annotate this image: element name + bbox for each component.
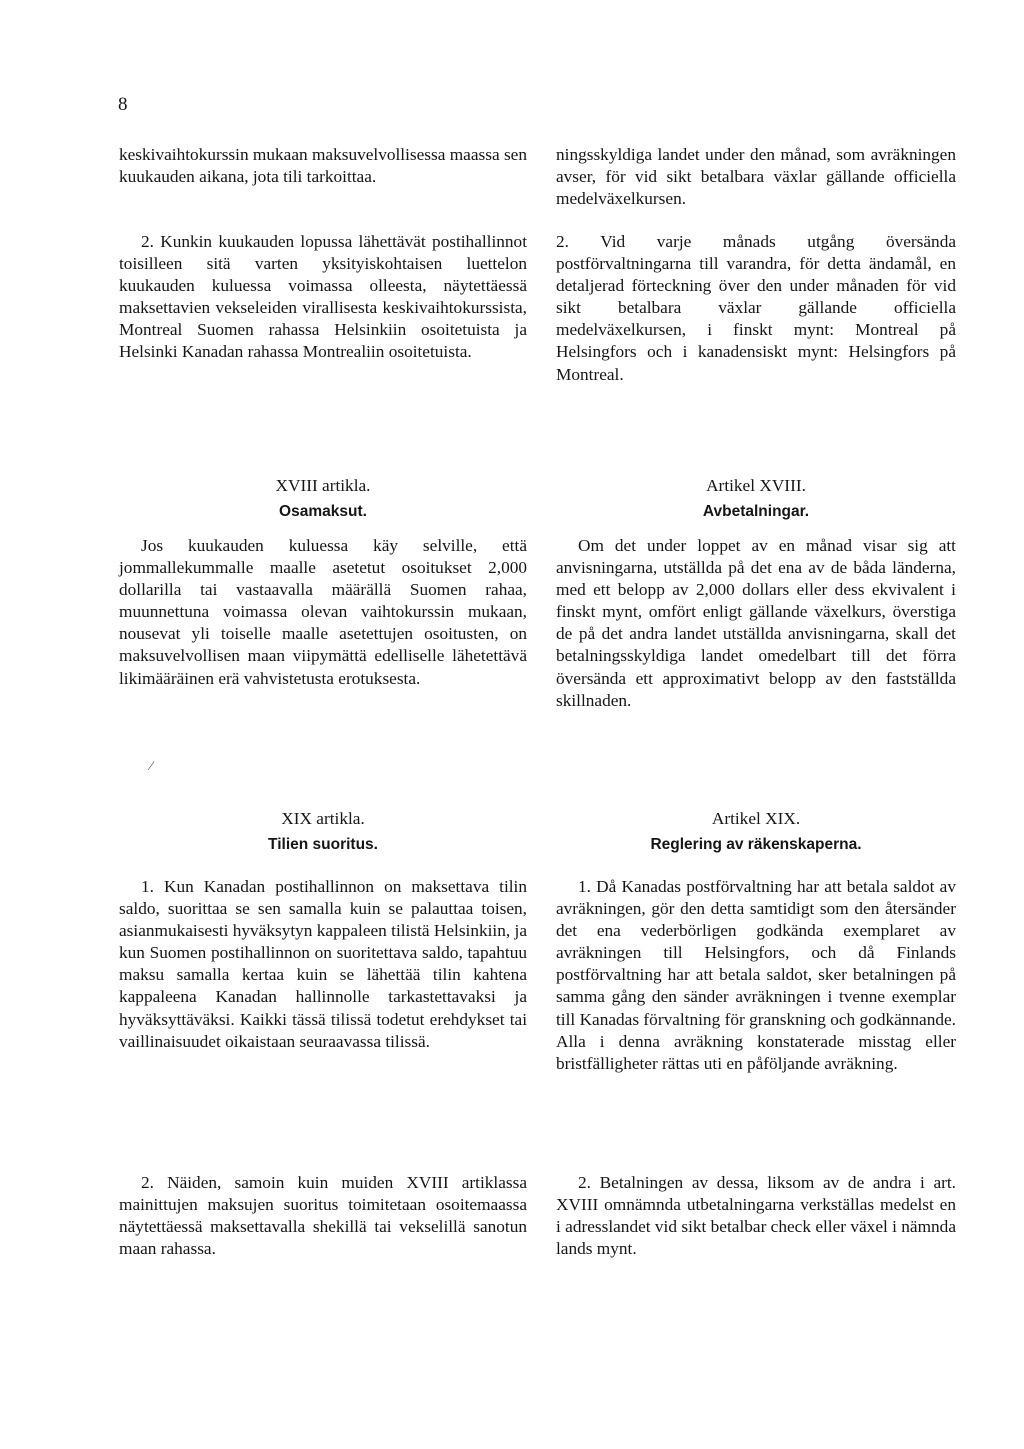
article-18-text: Jos kuukauden kuluessa käy selville, että jommallekummalle maalle asetetut osoitukset 2,000 dollarilla tai vastaavalla määrällä Suomen rahaa, muunnettuna voimassa olevan vaihtokurssin mukaan, nousevat yli toiselle maalle asetettujen osoitusten, on maksuvelvollisen maan viipymättä edelliselle lähetettävä likimääräinen erä vahvistetusta erotuksesta.: [119, 536, 527, 688]
intro-item-2: 2. Kunkin kuukauden lopussa lähettävät postihallinnot toisilleen sitä varten yksityiskohtaisen luettelon kuukauden kuluessa voimassa olleesta, näytettäessä maksettavien vekseleiden virallisesta keskivaihtokurssista, Montreal Suomen rahassa Helsinkiin osoitetuista ja Helsinki Kanadan rahassa Montrealiin osoitetuista.: [119, 232, 527, 362]
article-19-heading: [556, 808, 956, 855]
article-19-title: Tilien suoritus.: [268, 836, 378, 853]
article-18-heading: [119, 475, 527, 522]
article-19-title: Reglering av räkenskaperna.: [650, 836, 862, 853]
article-19-item-2: 2. Betalningen av dessa, liksom av de andra i art. XVIII omnämnda utbetalningarna verkställas medelst en i adresslandet vid sikt betalbar check eller växel i nämnda lands mynt.: [556, 1173, 956, 1259]
article-19-heading: [119, 808, 527, 855]
article-19-label: Artikel XIX.: [711, 809, 801, 828]
article-19-item-1: 1. Kun Kanadan postihallinnon on maksettava tilin saldo, suorittaa se sen samalla kuin se palauttaa toisen, asianmukaisesti hyväksytyn kappaleen tilistä Helsinkiin, ja kun Suomen postihallinnon on suoritettava saldo, tapahtuu maksu samalla kertaa kuin se lähettää tilin kahtena kappaleena Kanadan hallinnolle tarkastettavaksi ja hyväksyttäväksi. Kaikki tässä tilissä todetut erehdykset tai vaillinaisuudet oikaistaan seuraavassa tilissä.: [119, 877, 527, 1051]
article-18-title: Osamaksut.: [279, 503, 367, 520]
scan-mark: ⁄: [150, 758, 153, 773]
article-18-text: Om det under loppet av en månad visar sig att anvisningarna, utställda på det ena av de båda länderna, med ett belopp av 2,000 dollars eller dess ekvivalent i finskt mynt, omfört enligt gällande växelkurs, överstiga de på det andra landet utställda anvisningarna, skall det betalningsskyldiga landet omedelbart till det förra översända ett approximativt belopp av den fastställda skillnaden.: [556, 536, 956, 710]
article-19-item-1: 1. Då Kanadas postförvaltning har att betala saldot av avräkningen, gör den detta samtidigt som den återsänder det ena vederbörligen godkända exemplaret av avräkningen till Helsingfors, och då Finlands postförvaltning har att betala saldot, sker betalningen på samma gång den sänder avräkningen i tvenne exemplar till Kanadas förvaltning för granskning och godkännande. Alla i denna avräkning konstaterade misstag eller bristfälligheter rättas uti en påföljande avräkning.: [556, 877, 956, 1073]
intro-item-2: 2. Vid varje månads utgång översända postförvaltningarna till varandra, för detta ändamål, en detaljerad förteckning över den under månaden för vid sikt betalbara växlar gällande officiella medelväxelkursen, i finskt mynt: Montreal på Helsingfors och i kanadensiskt mynt: Helsingfors på Montreal.: [556, 232, 956, 384]
article-18-label: Artikel XVIII.: [706, 476, 806, 495]
intro-paragraph: keskivaihtokurssin mukaan maksuvelvollisessa maassa sen kuukauden aikana, jota tili tarkoittaa.: [119, 145, 527, 187]
article-18-title: Avbetalningar.: [702, 503, 810, 520]
intro-paragraph: ningsskyldiga landet under den månad, som avräkningen avser, för vid sikt betalbara växlar gällande officiella medelväxelkursen.: [556, 145, 956, 209]
article-18-label: XVIII artikla.: [275, 476, 371, 495]
article-19-label: XIX artikla.: [281, 809, 365, 828]
article-18-heading: [556, 475, 956, 522]
article-19-item-2: 2. Näiden, samoin kuin muiden XVIII artiklassa mainittujen maksujen suoritus toimitetaan osoitemaassa näytettäessä maksettavalla shekillä tai vekselillä sanotun maan rahassa.: [119, 1173, 527, 1259]
page-number: 8: [118, 94, 128, 115]
